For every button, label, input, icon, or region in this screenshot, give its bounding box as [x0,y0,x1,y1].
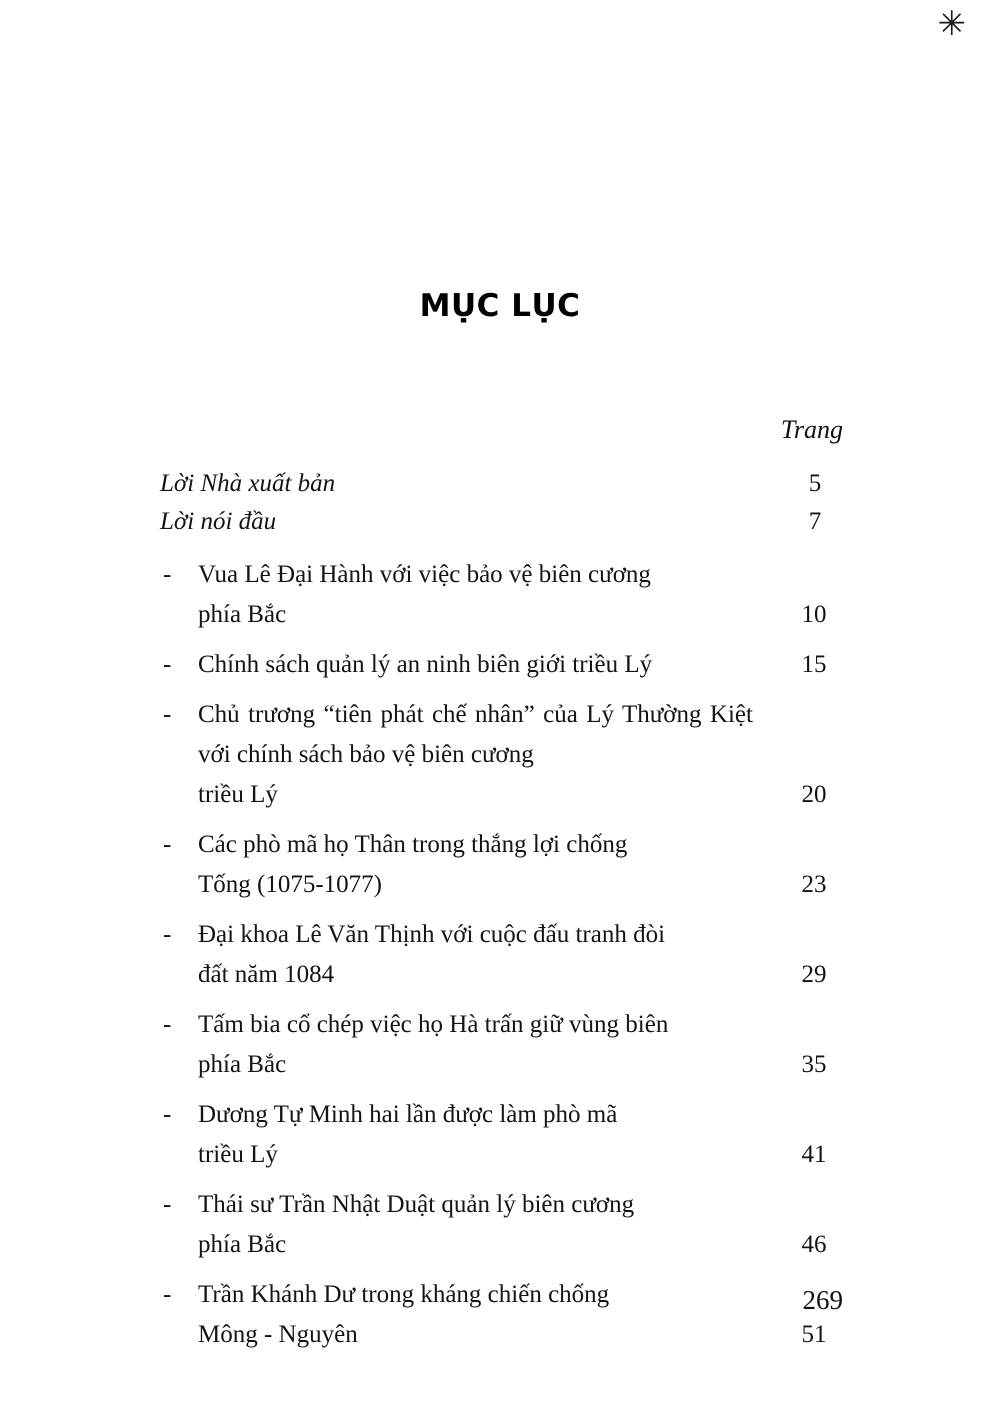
toc-entry-page: 10 [801,601,827,628]
toc-entry-line: Chính sách quản lý an ninh biên giới triều Lý [198,651,653,678]
page-column-header: Trang [780,415,843,444]
toc-entry-line: Vua Lê Đại Hành với việc bảo vệ biên cương [198,561,651,588]
toc-entry-text [198,915,753,995]
toc-entry-line: Chủ trương “tiên phát chế nhân” của Lý [198,701,615,728]
page-number: 269 [802,1285,843,1315]
bullet-icon: - [163,651,172,678]
toc-entry-page: 15 [801,651,827,678]
toc-entry-line: phía Bắc [198,1231,287,1258]
toc-entry [160,645,845,685]
toc-entry-text [198,1005,753,1085]
toc-entry-text [198,555,753,635]
toc-entry-label: Lời Nhà xuất bản [160,470,336,497]
toc-entry [160,825,845,905]
toc-entry-line: Tấm bia cổ chép việc họ Hà trấn giữ vùng biên [198,1011,669,1038]
toc-entry-line: phía Bắc [198,1051,287,1078]
toc-entry-line: Dương Tự Minh hai lần được làm phò mã [198,1101,618,1128]
bullet-icon: - [163,561,172,588]
toc-entry-page: 20 [801,781,827,808]
bullet-icon: - [163,1281,172,1308]
toc-entry [160,1005,845,1085]
toc-entry-label: Lời nói đầu [160,508,277,535]
toc-entry-page: 29 [801,961,827,988]
toc-entry-line: Trần Khánh Dư trong kháng chiến chống [198,1281,610,1308]
toc-entry-line: triều Lý [198,1141,278,1168]
toc-entry [160,1095,845,1175]
bullet-icon: - [163,1191,172,1218]
toc-entry-text [198,1095,753,1175]
toc-entry-text [198,825,753,905]
toc-entry-line: đất năm 1084 [198,961,335,988]
toc-entry-line: Các phò mã họ Thân trong thắng lợi chống [198,831,628,858]
bullet-icon: - [163,831,172,858]
toc-entry-text [198,1185,753,1265]
toc-entry-page: 46 [801,1231,827,1258]
toc-entry-page: 35 [801,1051,827,1078]
page-title: MỤC LỤC [419,288,581,324]
toc-entry [160,695,845,815]
toc-entry-line: Thường Kiệt với chính sách bảo vệ biên cương [198,701,753,768]
toc-front-entry [160,503,845,541]
toc-entry-page: 23 [801,871,827,898]
toc-entry-page: 51 [801,1321,827,1348]
toc-entry-line: phía Bắc [198,601,287,628]
toc-entry-list [160,555,845,1355]
toc-entry-page: 41 [801,1141,827,1168]
toc-entry-text [198,645,753,685]
bullet-icon: - [163,1101,172,1128]
toc-entry-page: 7 [808,508,822,535]
bullet-icon: - [163,1011,172,1038]
toc-front-entry [160,465,845,503]
bullet-icon: - [163,701,172,728]
toc-entry-line: Tống (1075-1077) [198,871,382,898]
toc-entry [160,555,845,635]
toc-entry [160,915,845,995]
table-of-contents [160,465,845,1365]
toc-entry [160,1185,845,1265]
toc-entry-line: Thái sư Trần Nhật Duật quản lý biên cương [198,1191,635,1218]
toc-entry-page: 5 [808,470,822,497]
toc-entry-line: Đại khoa Lê Văn Thịnh với cuộc đấu tranh đòi [198,921,666,948]
toc-entry-text [198,695,753,815]
toc-entry-line: Mông - Nguyên [198,1321,358,1348]
asterisk-ornament-icon: ✳ [937,6,966,43]
toc-entry-line: triều Lý [198,781,278,808]
bullet-icon: - [163,921,172,948]
